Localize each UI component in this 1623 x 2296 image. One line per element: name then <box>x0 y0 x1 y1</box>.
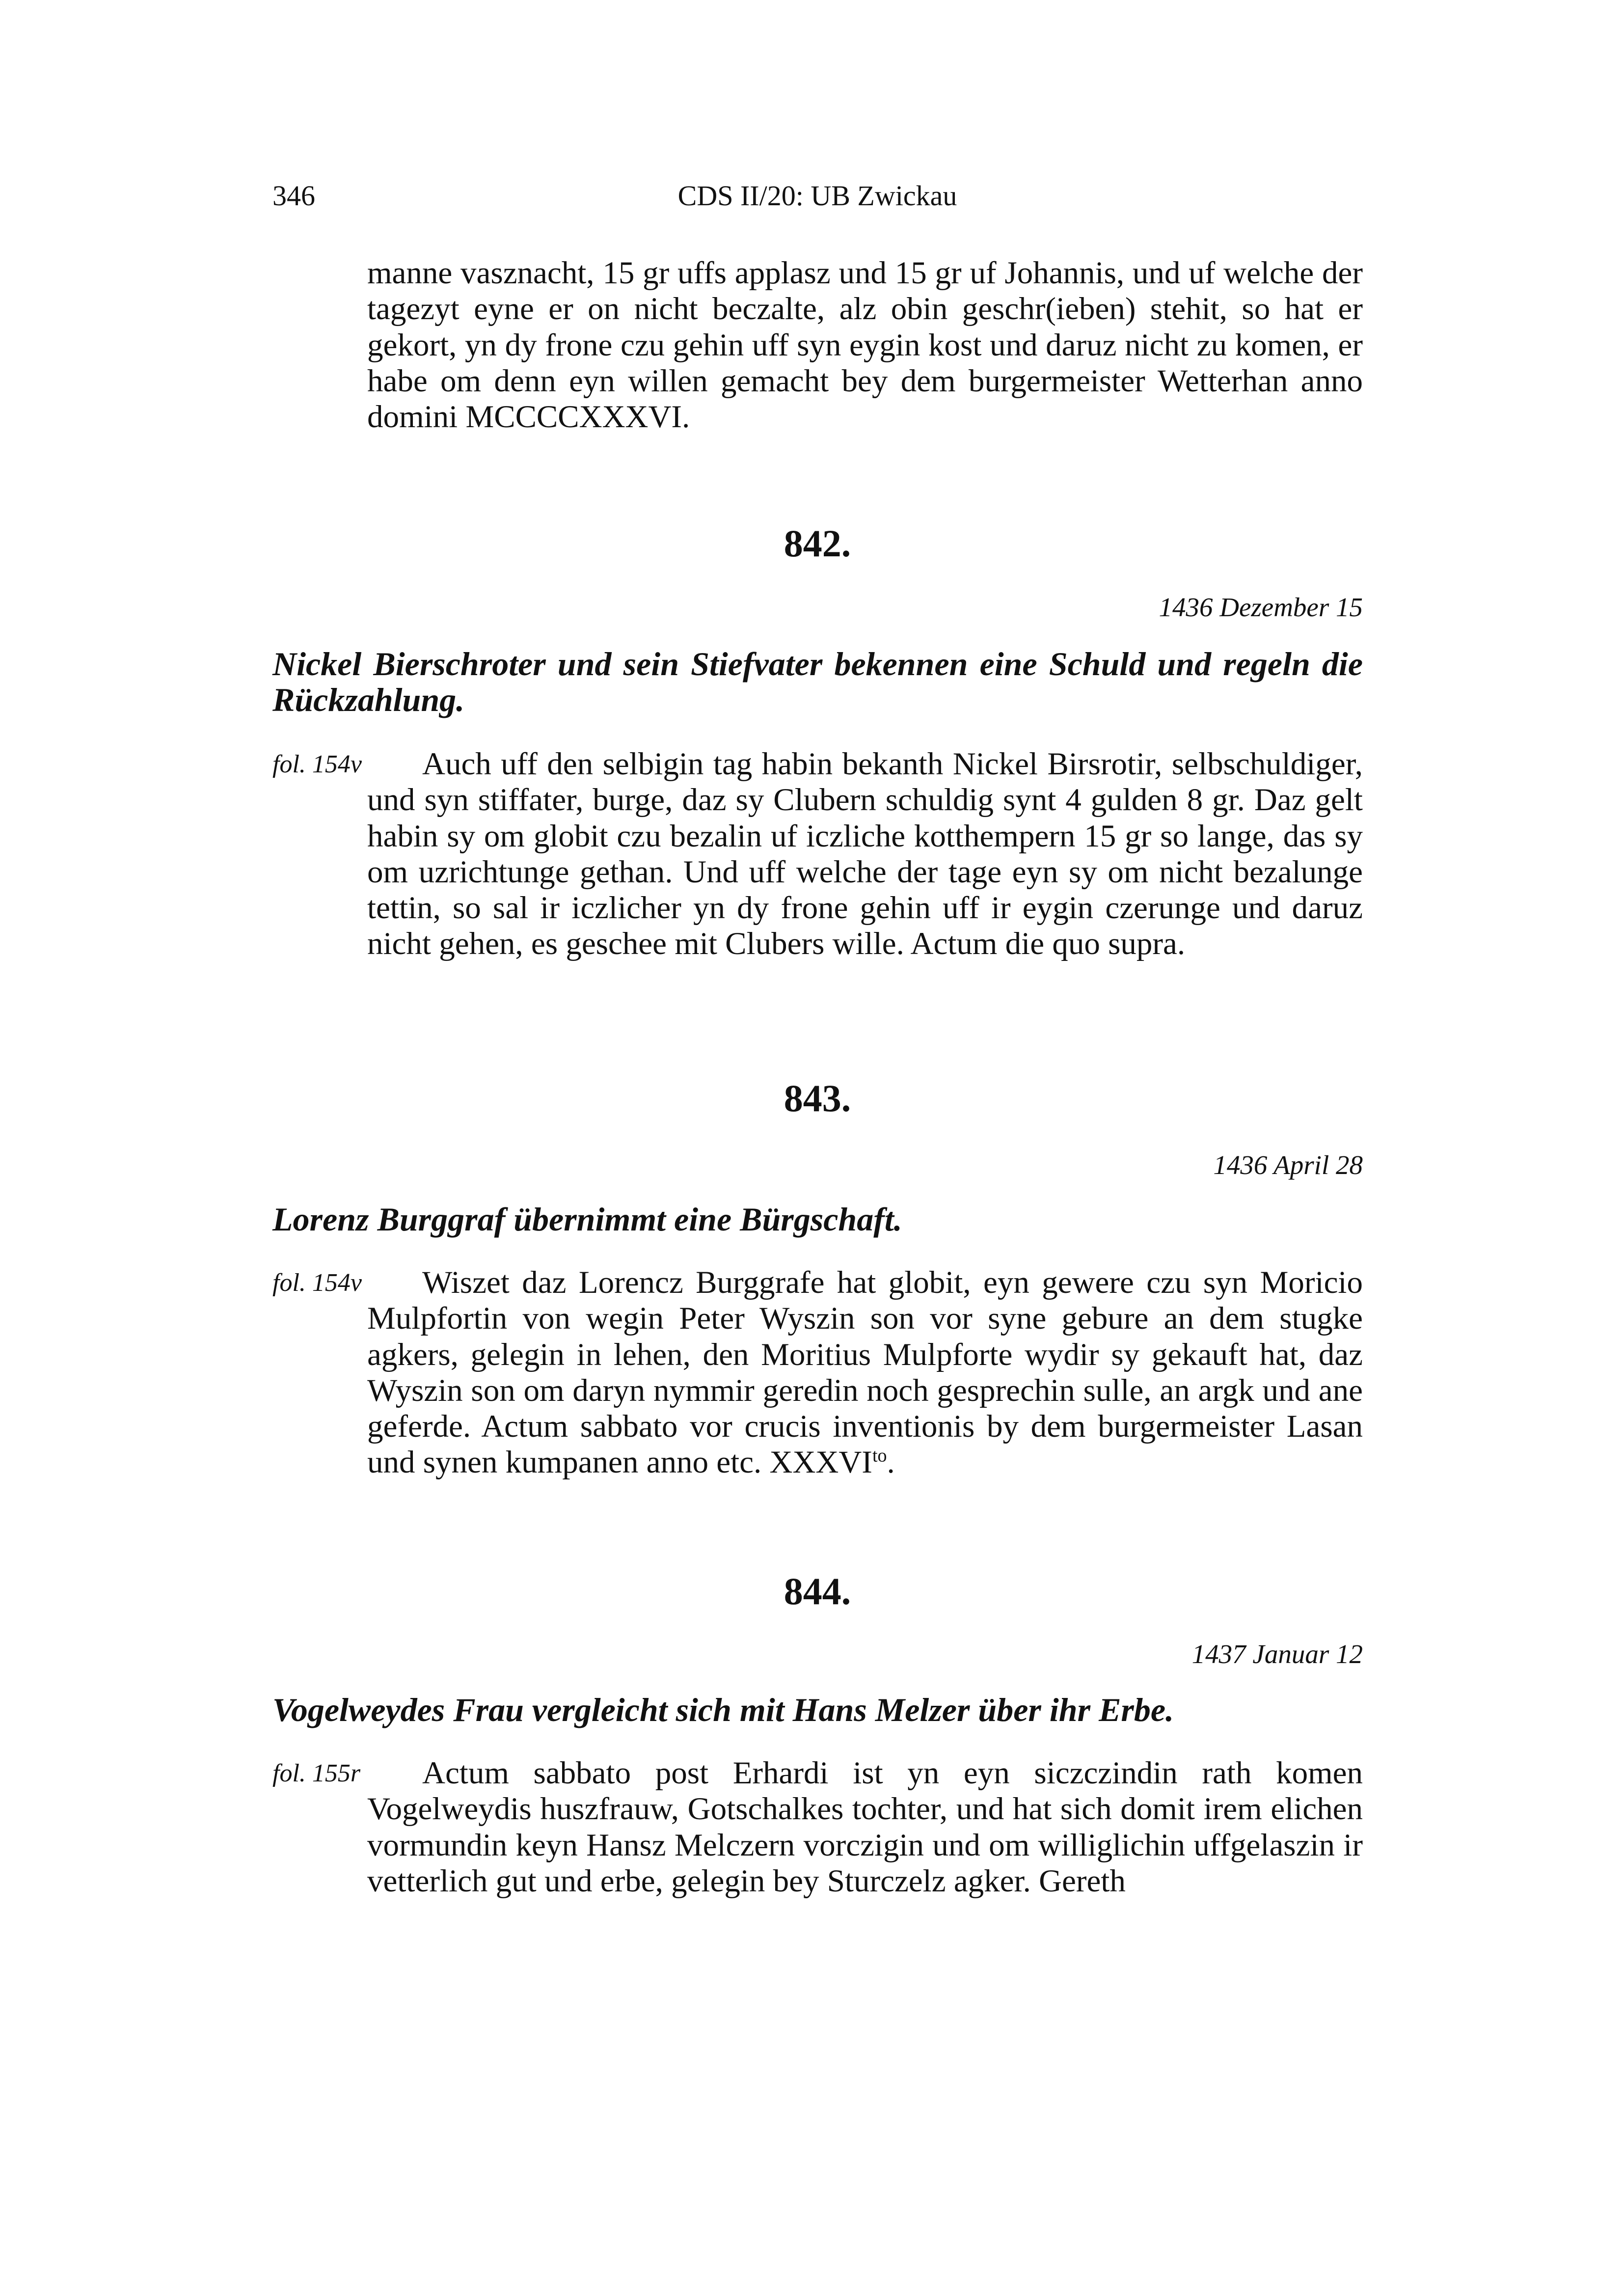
folio-844: fol. 155r <box>272 1759 361 1787</box>
entry-title-843: Lorenz Burggraf übernimmt eine Bürgschaft. <box>272 1201 902 1238</box>
entry-date-843: 1436 April 28 <box>1213 1150 1363 1180</box>
entry-number-842: 842. <box>784 522 851 565</box>
entry-text-842-body: Auch uff den selbigin tag habin bekanth Nickel Birsrotir, selbschuldiger, und syn stiffater, burge, daz sy Clubern schuldig synt 4 gulden 8 gr. Daz gelt habin sy om globit czu bezalin uf iczliche kotthempern 15 gr so lange, das sy om uzrichtunge gethan. Und uff welche der tage eyn sy om nicht bezalunge tettin, so sal ir iczlicher yn dy frone gehin uff ir eygin czerunge und daruz nicht gehen, es geschee mit Clubers wille. Actum die quo supra. <box>367 746 1363 962</box>
entry-text-844-body: Actum sabbato post Erhardi ist yn eyn siczczindin rath komen Vogelweydis huszfrauw, Gotschalkes tochter, und hat sich domit irem elichen vormundin keyn Hansz Melczern vorczigin und om williglichin uffgelaszin ir vetterlich gut und erbe, gelegin bey Sturczelz agker. Gereth <box>367 1755 1363 1899</box>
entry-date-844: 1437 Januar 12 <box>1191 1639 1363 1669</box>
entry-date-842: 1436 Dezember 15 <box>1159 592 1363 622</box>
continuation-paragraph: manne vasznacht, 15 gr uffs applasz und 15 gr uf Johannis, und uf welche der tagezyt eyne er on nicht beczalte, alz obin geschr(ieben) stehit, so hat er gekort, yn dy frone czu gehin uff syn eygin kost und daruz nicht zu komen, er habe om denn eyn willen gemacht bey dem burgermeister Wetterhan anno domini MCCCCXXXVI. <box>367 255 1363 435</box>
folio-842: fol. 154v <box>272 750 362 778</box>
entry-title-844: Vogelweydes Frau vergleicht sich mit Hans Melzer über ihr Erbe. <box>272 1691 1174 1728</box>
running-title: CDS II/20: UB Zwickau <box>677 180 957 212</box>
entry-title-842: Nickel Bierschroter und sein Stiefvater bekennen eine Schuld und regeln die Rückzahlung. <box>272 645 1363 718</box>
entry-text-843-body: Wiszet daz Lorencz Burggrafe hat globit, eyn gewere czu syn Moricio Mulpfortin von wegin Peter Wyszin son vor syne gebure an dem stugke agkers, gelegin in lehen, den Moritius Mulpforte wydir sy gekauft hat, daz Wyszin son om daryn nymmir geredin noch gesprechin sulle, an argk und ane geferde. Actum sabbato vor crucis inventionis by dem burgermeister Lasan und synen kumpanen anno etc. XXXVI <box>367 1265 1363 1480</box>
entry-text-843-superscript: to <box>872 1445 887 1466</box>
entry-number-844: 844. <box>784 1570 851 1613</box>
entry-text-843 <box>367 1265 1363 1481</box>
entry-text-844 <box>367 1755 1363 1899</box>
entry-text-843-end: . <box>887 1445 895 1480</box>
folio-843: fol. 154v <box>272 1269 362 1297</box>
entry-text-842 <box>367 746 1363 962</box>
page-number: 346 <box>272 180 315 212</box>
entry-number-843: 843. <box>784 1077 851 1120</box>
